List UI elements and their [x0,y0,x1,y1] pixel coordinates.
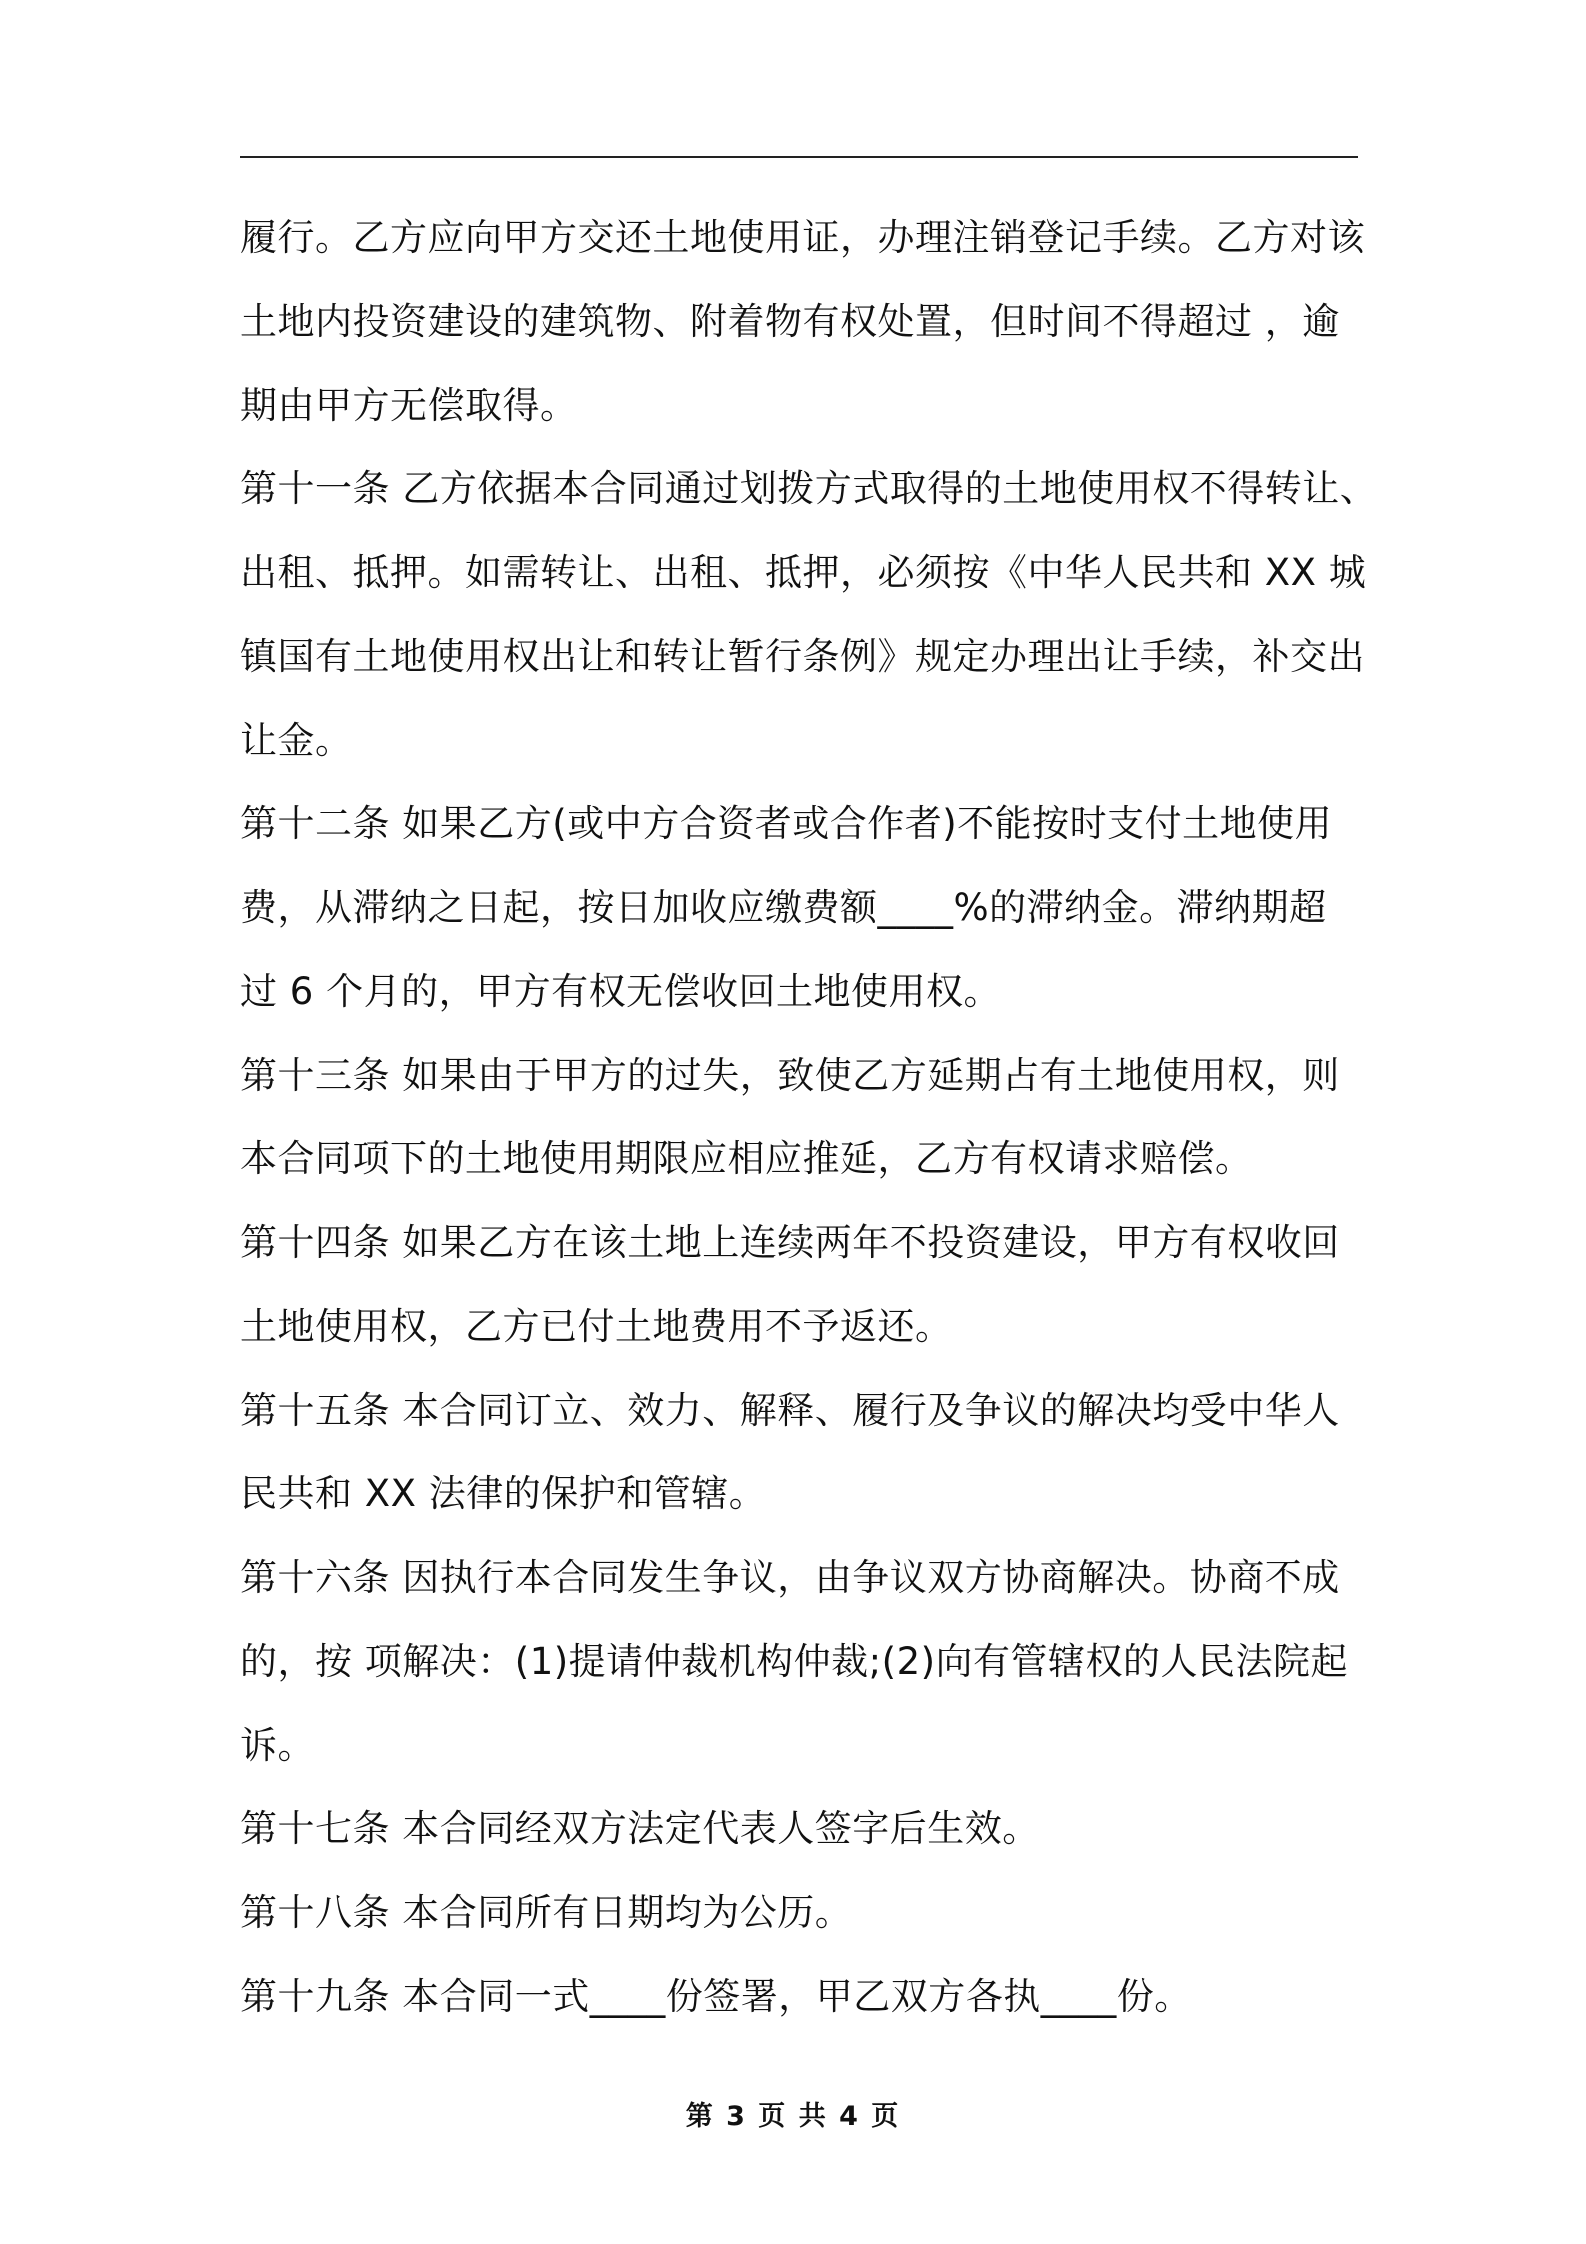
text-line: 过 6 个月的，甲方有权无偿收回土地使用权。 [240,969,1002,1013]
text-line: 本合同项下的土地使用期限应相应推延，乙方有权请求赔偿。 [240,1137,1253,1181]
text-line: 民共和 XX 法律的保护和管辖。 [240,1472,767,1516]
text-line: 费，从滞纳之日起，按日加收应缴费额____%的滞纳金。滞纳期超 [240,886,1327,929]
article-17-line: 第十七条 本合同经双方法定代表人签字后生效。 [240,1807,1040,1851]
article-11-line: 第十一条 乙方依据本合同通过划拨方式取得的土地使用权不得转让、 [240,467,1378,511]
article-16-line: 第十六条 因执行本合同发生争议，由争议双方协商解决。协商不成 [240,1556,1340,1599]
article-12-line: 第十二条 如果乙方(或中方合资者或合作者)不能按时支付土地使用 [240,802,1333,846]
article-14-line: 第十四条 如果乙方在该土地上连续两年不投资建设，甲方有权收回 [240,1221,1340,1264]
article-15-line: 第十五条 本合同订立、效力、解释、履行及争议的解决均受中华人 [240,1388,1340,1432]
text-line: 履行。乙方应向甲方交还土地使用证，办理注销登记手续。乙方对该 [240,216,1365,259]
article-19-line: 第十九条 本合同一式____份签署，甲乙双方各执____份。 [240,1974,1192,2018]
document-body [240,196,1378,2039]
article-13-line: 第十三条 如果由于甲方的过失，致使乙方延期占有土地使用权，则 [240,1053,1340,1097]
text-line: 土地使用权，乙方已付土地费用不予返还。 [240,1304,953,1348]
page-indicator: 第 3 页 共 4 页 [685,2101,901,2132]
text-line: 土地内投资建设的建筑物、附着物有权处置，但时间不得超过 ，逾 [240,299,1340,343]
article-18-line: 第十八条 本合同所有日期均为公历。 [240,1891,853,1934]
header-rule [240,156,1358,158]
text-line: 镇国有土地使用权出让和转让暂行条例》规定办理出让手续，补交出 [240,634,1365,678]
text-line: 期由甲方无偿取得。 [240,383,578,427]
text-line: 让金。 [240,718,353,762]
text-line: 出租、抵押。如需转让、出租、抵押，必须按《中华人民共和 XX 城 [240,551,1367,594]
text-line: 诉。 [240,1723,315,1767]
text-line: 的，按 项解决：(1)提请仲裁机构仲裁;(2)向有管辖权的人民法院起 [240,1639,1349,1683]
